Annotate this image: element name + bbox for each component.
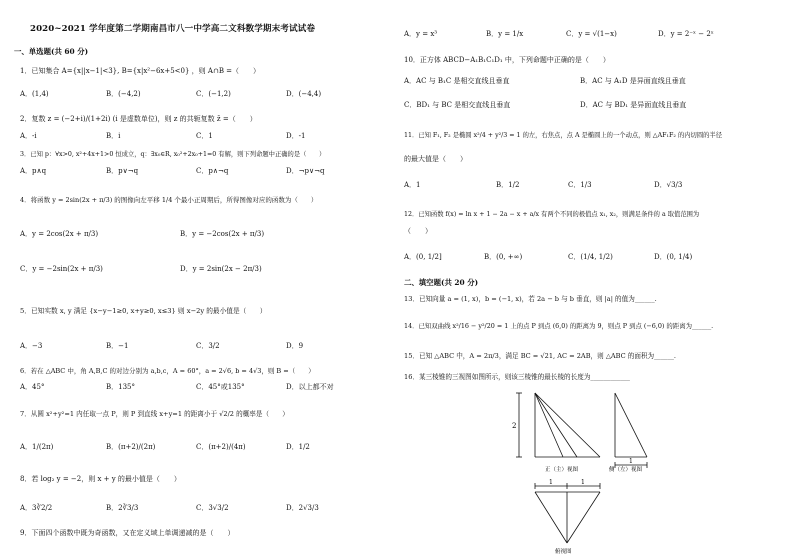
option-c: C．(1/4, 1/2) (568, 253, 613, 261)
question-text: 9．下面四个函数中既为奇函数，又在定义域上单调递减的是（ ） (20, 529, 235, 537)
option-c: C．BD₁ 与 BC 是相交直线且垂直 (404, 101, 511, 109)
option-d: D．以上都不对 (286, 383, 334, 391)
option-b: B．p∨¬q (106, 167, 139, 175)
question-text: 5．已知实数 x, y 满足 {x−y−1≥0, x+y≥0, x≤3} 则 x−2y 的最小值是（ ） (20, 307, 267, 315)
question-16: 16．某三棱锥的三视图如图所示，则该三棱锥的最长棱的长度为____________ (404, 373, 630, 381)
option-d: D．9 (286, 342, 304, 350)
front-view (516, 393, 600, 457)
option-d: D．1/2 (286, 443, 310, 451)
top-view-label: 俯视图 (555, 549, 572, 555)
option-b: B．i (106, 132, 121, 140)
option-d: D．y = 2⁻ˣ − 2ˣ (658, 30, 714, 38)
option-c: C．(π+2)/(4π) (196, 443, 246, 451)
three-view-figure (505, 385, 695, 557)
question-text: 8．若 log₂ y = −2，则 x + y 的最小值是（ ） (20, 475, 181, 483)
option-b: B．2∛3/3 (106, 504, 139, 512)
side-view (615, 393, 647, 468)
option-c: C．1/3 (568, 181, 592, 189)
option-a: A．3∛2/2 (20, 504, 53, 512)
dim-top-right-label: 1 (581, 479, 585, 486)
dim-height-label: 2 (512, 422, 517, 430)
section-heading-fill: 二、填空题(共 20 分) (404, 278, 479, 287)
option-a: A．45° (20, 383, 45, 391)
option-a: A．y = x³ (404, 30, 438, 38)
option-b: B．y = −2cos(2x + π/3) (180, 230, 265, 238)
option-b: B．135° (106, 383, 136, 391)
option-a: A．1/(2π) (20, 443, 54, 451)
option-c: C．(−1,2) (196, 90, 231, 98)
option-c: C．y = √(1−x) (566, 30, 617, 38)
option-d: D．¬p∨¬q (286, 167, 325, 175)
option-a: A．p∧q (20, 167, 47, 175)
option-d: D．y = 2sin(2x − 2π/3) (180, 265, 262, 273)
option-c: C．3√3/2 (196, 504, 229, 512)
option-c: C．p∧¬q (196, 167, 229, 175)
side-view-label: 侧（左）视图 (609, 467, 643, 473)
question-text-cont: （ ） (404, 227, 432, 235)
question-text: 11．已知 F₁, F₂ 是椭圆 x²/4 + y²/3 = 1 的左，右焦点，点 A 是椭圆上的一个动点，则 △AF₁F₂ 的内切圆的半径 (404, 132, 723, 139)
option-d: D．(0, 1/4) (654, 253, 693, 261)
option-d: D．AC 与 BD₁ 是异面直线且垂直 (580, 101, 687, 109)
question-text: 1．已知集合 A={x||x−1|<3}, B={x|x²−6x+5<0} ，则 A∩B =（ ） (20, 67, 261, 75)
question-15: 15．已知 △ABC 中，A = 2π/3，满足 BC = √21, AC = 2AB，则 △ABC 的面积为______. (404, 352, 677, 360)
option-a: A．y = 2cos(2x + π/3) (20, 230, 99, 238)
option-b: B．(0, +∞) (484, 253, 523, 261)
option-d: D．2√3/3 (286, 504, 319, 512)
question-text: 2．复数 z = (−2+i)/(1+2i) (i 是虚数单位)，则 z 的共轭复数 z̄ =（ ） (20, 115, 257, 123)
option-b: B．(−4,2) (106, 90, 141, 98)
question-text-cont: 的最大值是（ ） (404, 155, 467, 163)
option-b: B．1/2 (496, 181, 520, 189)
option-a: A．AC 与 B₁C 是相交直线且垂直 (404, 77, 510, 85)
section-heading-choice: 一、单选题(共 60 分) (14, 47, 89, 56)
question-text: 6．若在 △ABC 中，角 A,B,C 的对边分别为 a,b,c，A = 60°，a = 2√6, b = 4√3，则 B =（ ） (20, 367, 315, 375)
option-b: B．AC 与 A₁D 是异面直线且垂直 (580, 77, 686, 85)
dim-top-left-label: 1 (549, 479, 553, 486)
option-d: D．(−4,4) (286, 90, 322, 98)
front-view-label: 正（主）视图 (545, 467, 579, 473)
page-title: 2020~2021 学年度第二学期南昌市八一中学高二文科数学期末考试试卷 (30, 24, 316, 34)
question-text: 4．将函数 y = 2sin(2x + π/3) 的图像向左平移 1/4 个最小正周期后，所得图像对应的函数为（ ） (20, 196, 318, 204)
option-a: A．1 (404, 181, 421, 189)
option-c: C．y = −2sin(2x + π/3) (20, 265, 103, 273)
option-a: A．-i (20, 132, 37, 140)
option-a: A．−3 (20, 342, 43, 350)
dim-side-width-label: 1 (629, 458, 633, 465)
option-b: B．−1 (106, 342, 129, 350)
question-text: 7．从圆 x²+y²=1 内任取一点 P，则 P 到直线 x+y=1 的距离小于 √2/2 的概率是（ ） (20, 410, 289, 418)
option-a: A．(0, 1/2] (404, 253, 442, 261)
question-text: 12．已知函数 f(x) = ln x + 1 − 2a − x + a/x 有两个不同的极值点 x₁, x₂，则满足条件的 a 取值范围为 (404, 211, 700, 218)
question-13: 13．已知向量 a = (1, x)，b = (−1, x)，若 2a − b 与 b 垂直，则 |a| 的值为______. (404, 295, 657, 303)
top-view (535, 483, 600, 543)
option-c: C．1 (196, 132, 213, 140)
question-text: 10．正方体 ABCD−A₁B₁C₁D₁ 中，下列命题中正确的是（ ） (404, 56, 610, 64)
option-d: D．-1 (286, 132, 306, 140)
option-a: A．(1,4) (20, 90, 49, 98)
option-c: C．45°或135° (196, 383, 245, 391)
option-c: C．3/2 (196, 342, 220, 350)
question-text: 3．已知 p：∀x>0, x²+4x+1>0 恒成立，q：∃x₀∈R, x₀²+2x₀+1=0 有解，则下列命题中正确的是（ ） (20, 151, 326, 158)
option-d: D．√3/3 (654, 181, 683, 189)
question-14: 14．已知双曲线 x²/16 − y²/20 = 1 上的点 P 到点 (6,0) 的距离为 9，则点 P 到点 (−6,0) 的距离为______. (404, 322, 714, 330)
option-b: B．y = 1/x (486, 30, 524, 38)
option-b: B．(π+2)/(2π) (106, 443, 156, 451)
